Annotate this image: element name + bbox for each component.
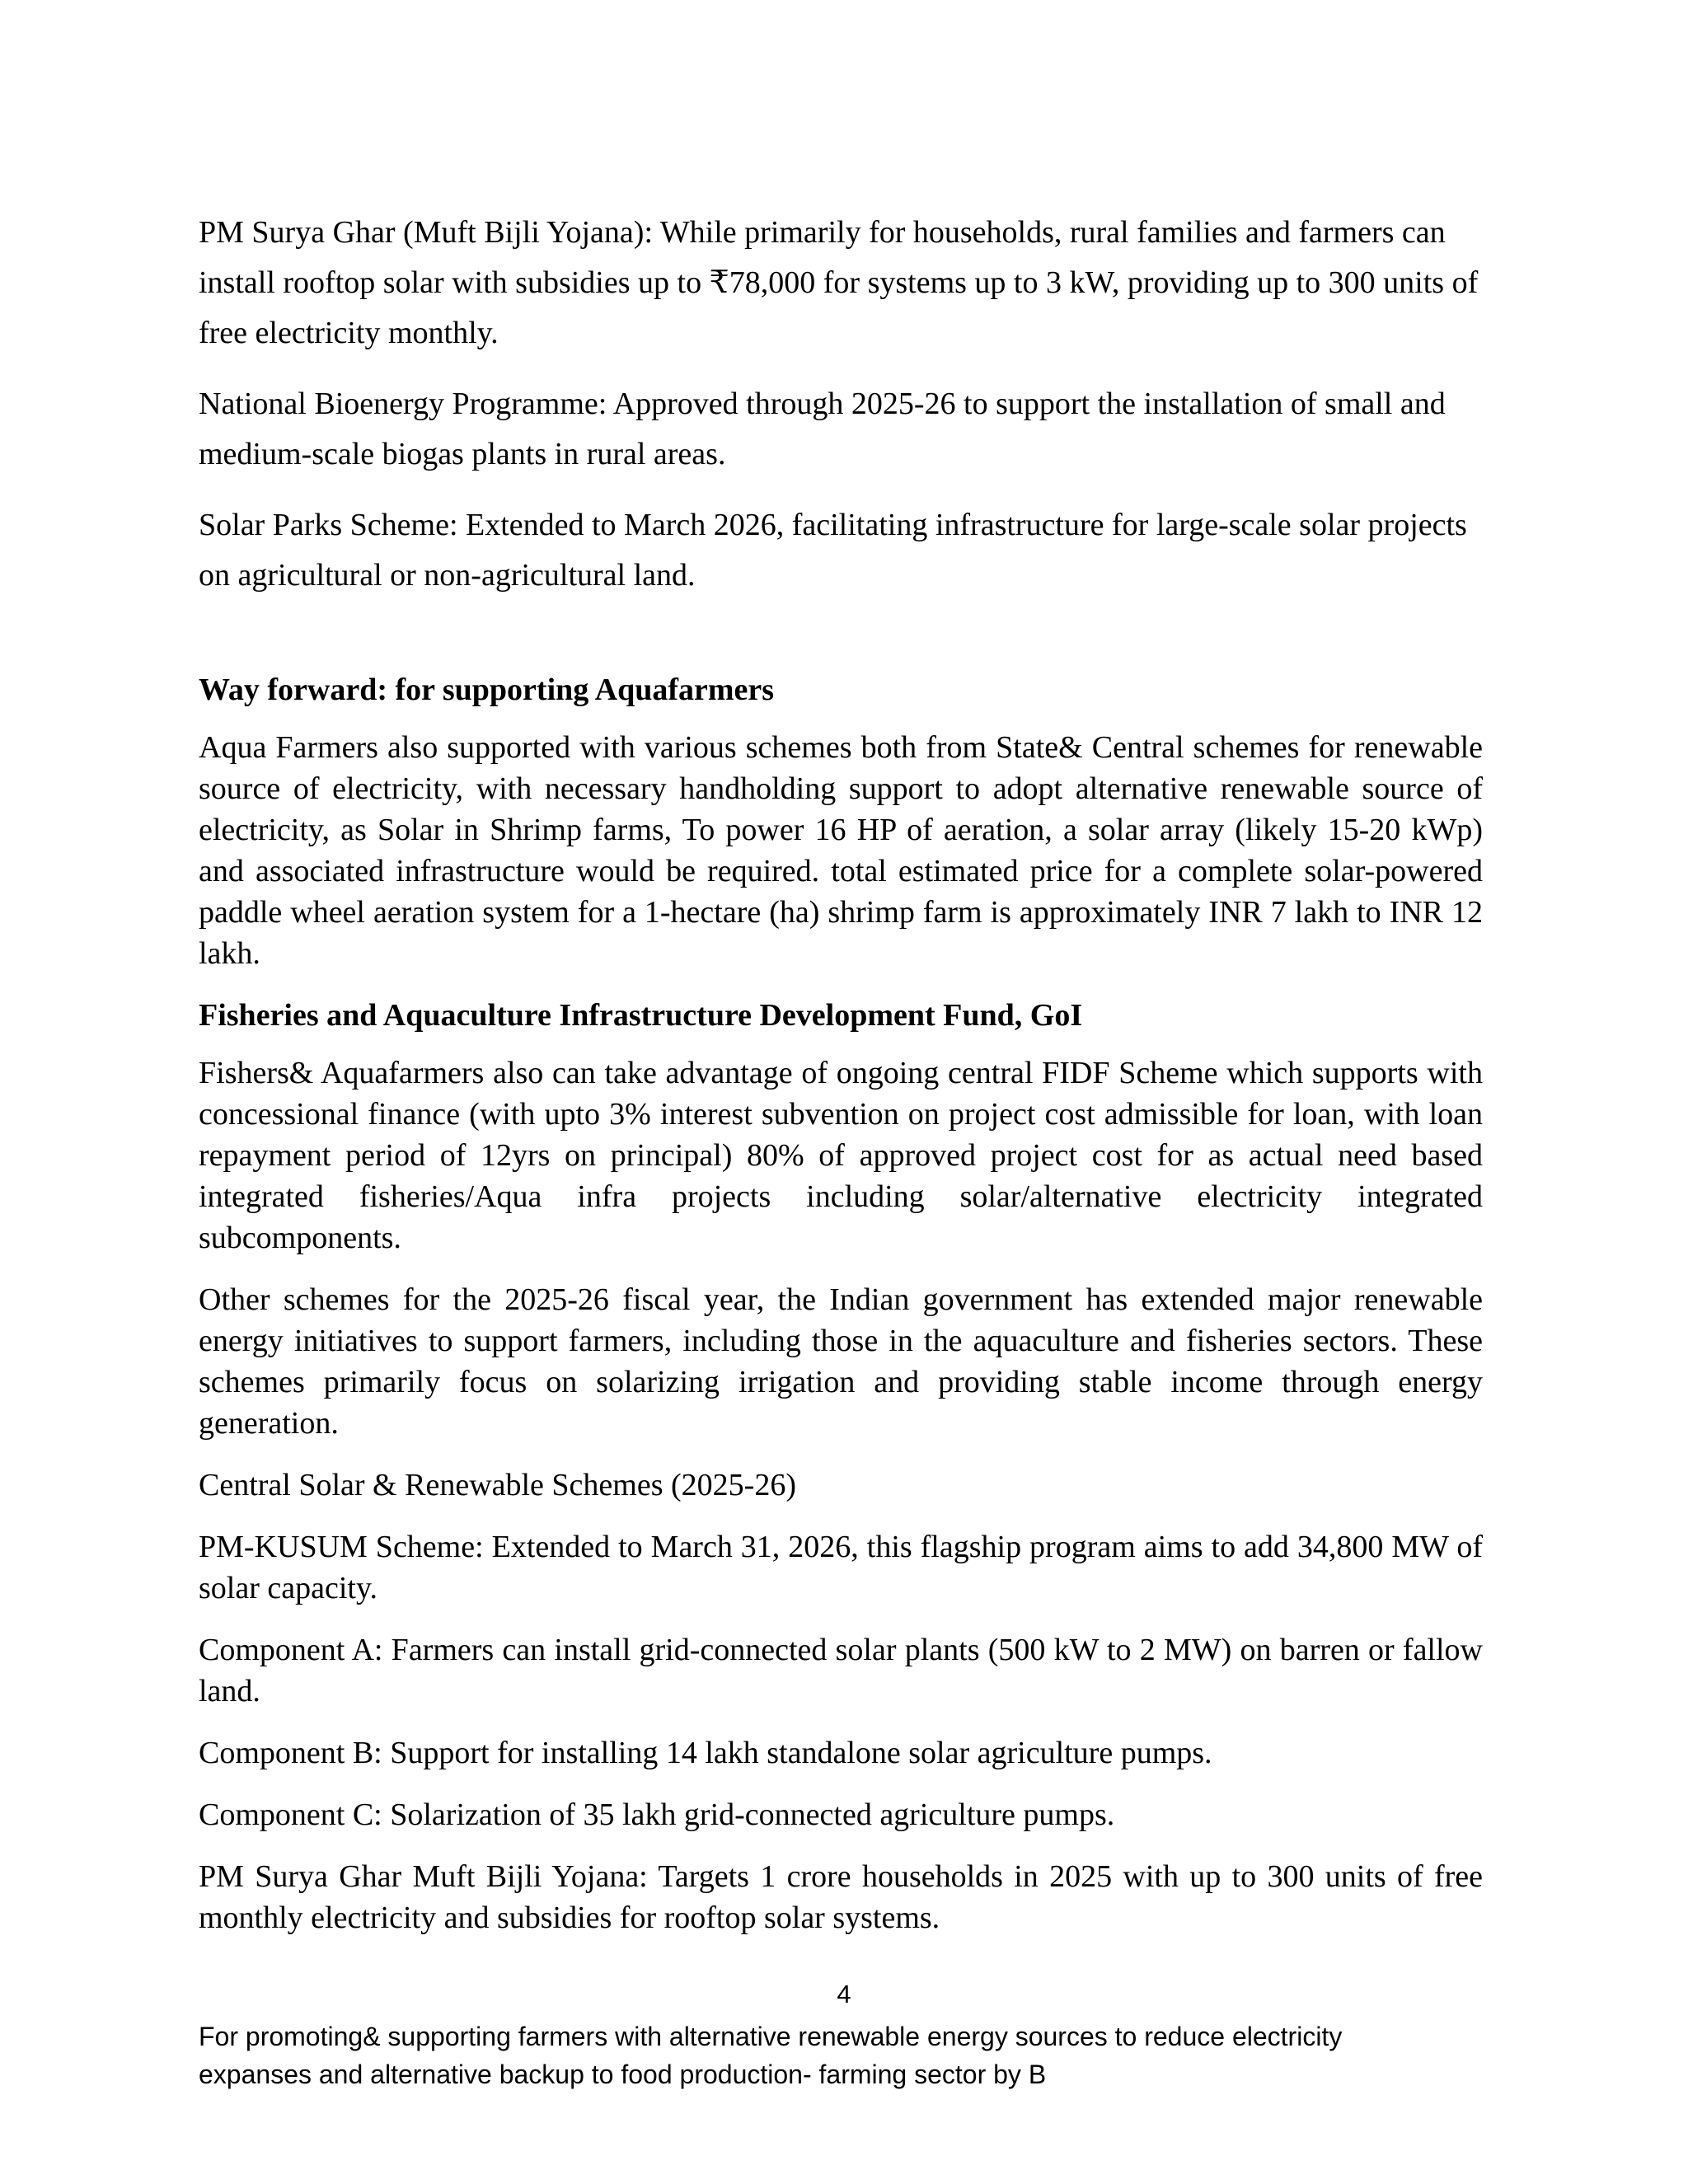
aquafarmers-paragraph: Aqua Farmers also supported with various schemes both from State& Central schemes for renewable source of electricity, with necessary handholding support to adopt alternative renewable source of electricity, as Solar in Shrimp farms, To power 16 HP of aeration, a solar array (likely 15-20 kWp) and associated infrastructure would be required. total estimated price for a complete solar-powered paddle wheel aeration system for a 1-hectare (ha) shrimp farm is approximately INR 7 lakh to INR 12 lakh. — [199, 730, 1483, 971]
pm-kusum-paragraph: PM-KUSUM Scheme: Extended to March 31, 2026, this flagship program aims to add 34,800 MW of solar capacity. — [199, 1530, 1483, 1605]
aquafarmers-section — [199, 669, 1483, 1938]
component-b-paragraph: Component B: Support for installing 14 lakh standalone solar agriculture pumps. — [199, 1736, 1212, 1770]
other-schemes-paragraph: Other schemes for the 2025-26 fiscal year, the Indian government has extended major renewable energy initiatives to support farmers, including those in the aquaculture and fisheries sectors. These schemes primarily focus on solarizing irrigation and providing stable income through energy generation. — [199, 1282, 1483, 1441]
footer-line-2: expanses and alternative backup to food production- farming sector by B — [199, 2060, 1047, 2089]
pm-surya-ghar-targets-paragraph: PM Surya Ghar Muft Bijli Yojana: Targets 1 crore households in 2025 with up to 300 units of free monthly electricity and subsidies for rooftop solar systems. — [199, 1859, 1483, 1935]
central-schemes-subheading: Central Solar & Renewable Schemes (2025-26) — [199, 1468, 796, 1502]
footer-line-1: For promoting& supporting farmers with alternative renewable energy sources to reduce electricity — [199, 2022, 1343, 2051]
page-number: 4 — [837, 1980, 851, 2008]
national-bioenergy-paragraph: National Bioenergy Programme: Approved through 2025-26 to support the installation of small and medium-scale biogas plants in rural areas. — [199, 387, 1446, 471]
section-spacer — [199, 621, 1483, 669]
fidf-paragraph: Fishers& Aquafarmers also can take advantage of ongoing central FIDF Scheme which supports with concessional finance (with upto 3% interest subvention on project cost admissible for loan, with loan repayment period of 12yrs on principal) 80% of approved project cost for as actual need based integrated fisheries/Aqua infra projects including solar/alternative electricity integrated subcomponents. — [199, 1056, 1483, 1255]
aquafarmers-heading: Way forward: for supporting Aquafarmers — [199, 673, 775, 707]
fidf-heading: Fisheries and Aquaculture Infrastructure Development Fund, GoI — [199, 998, 1083, 1033]
pm-surya-ghar-paragraph: PM Surya Ghar (Muft Bijli Yojana): While primarily for households, rural families and farmers can install rooftop solar with subsidies up to ₹78,000 for systems up to 3 kW, providing up to 300 units of free electricity monthly. — [199, 215, 1479, 350]
page-footer — [199, 2018, 1534, 2093]
renewable-schemes-intro — [199, 208, 1483, 601]
component-c-paragraph: Component C: Solarization of 35 lakh grid-connected agriculture pumps. — [199, 1797, 1115, 1832]
solar-parks-paragraph: Solar Parks Scheme: Extended to March 2026, facilitating infrastructure for large-scale solar projects on agricultural or non-agricultural land. — [199, 508, 1467, 593]
page-content — [199, 208, 1483, 1959]
component-a-paragraph: Component A: Farmers can install grid-connected solar plants (500 kW to 2 MW) on barren or fallow land. — [199, 1633, 1483, 1708]
